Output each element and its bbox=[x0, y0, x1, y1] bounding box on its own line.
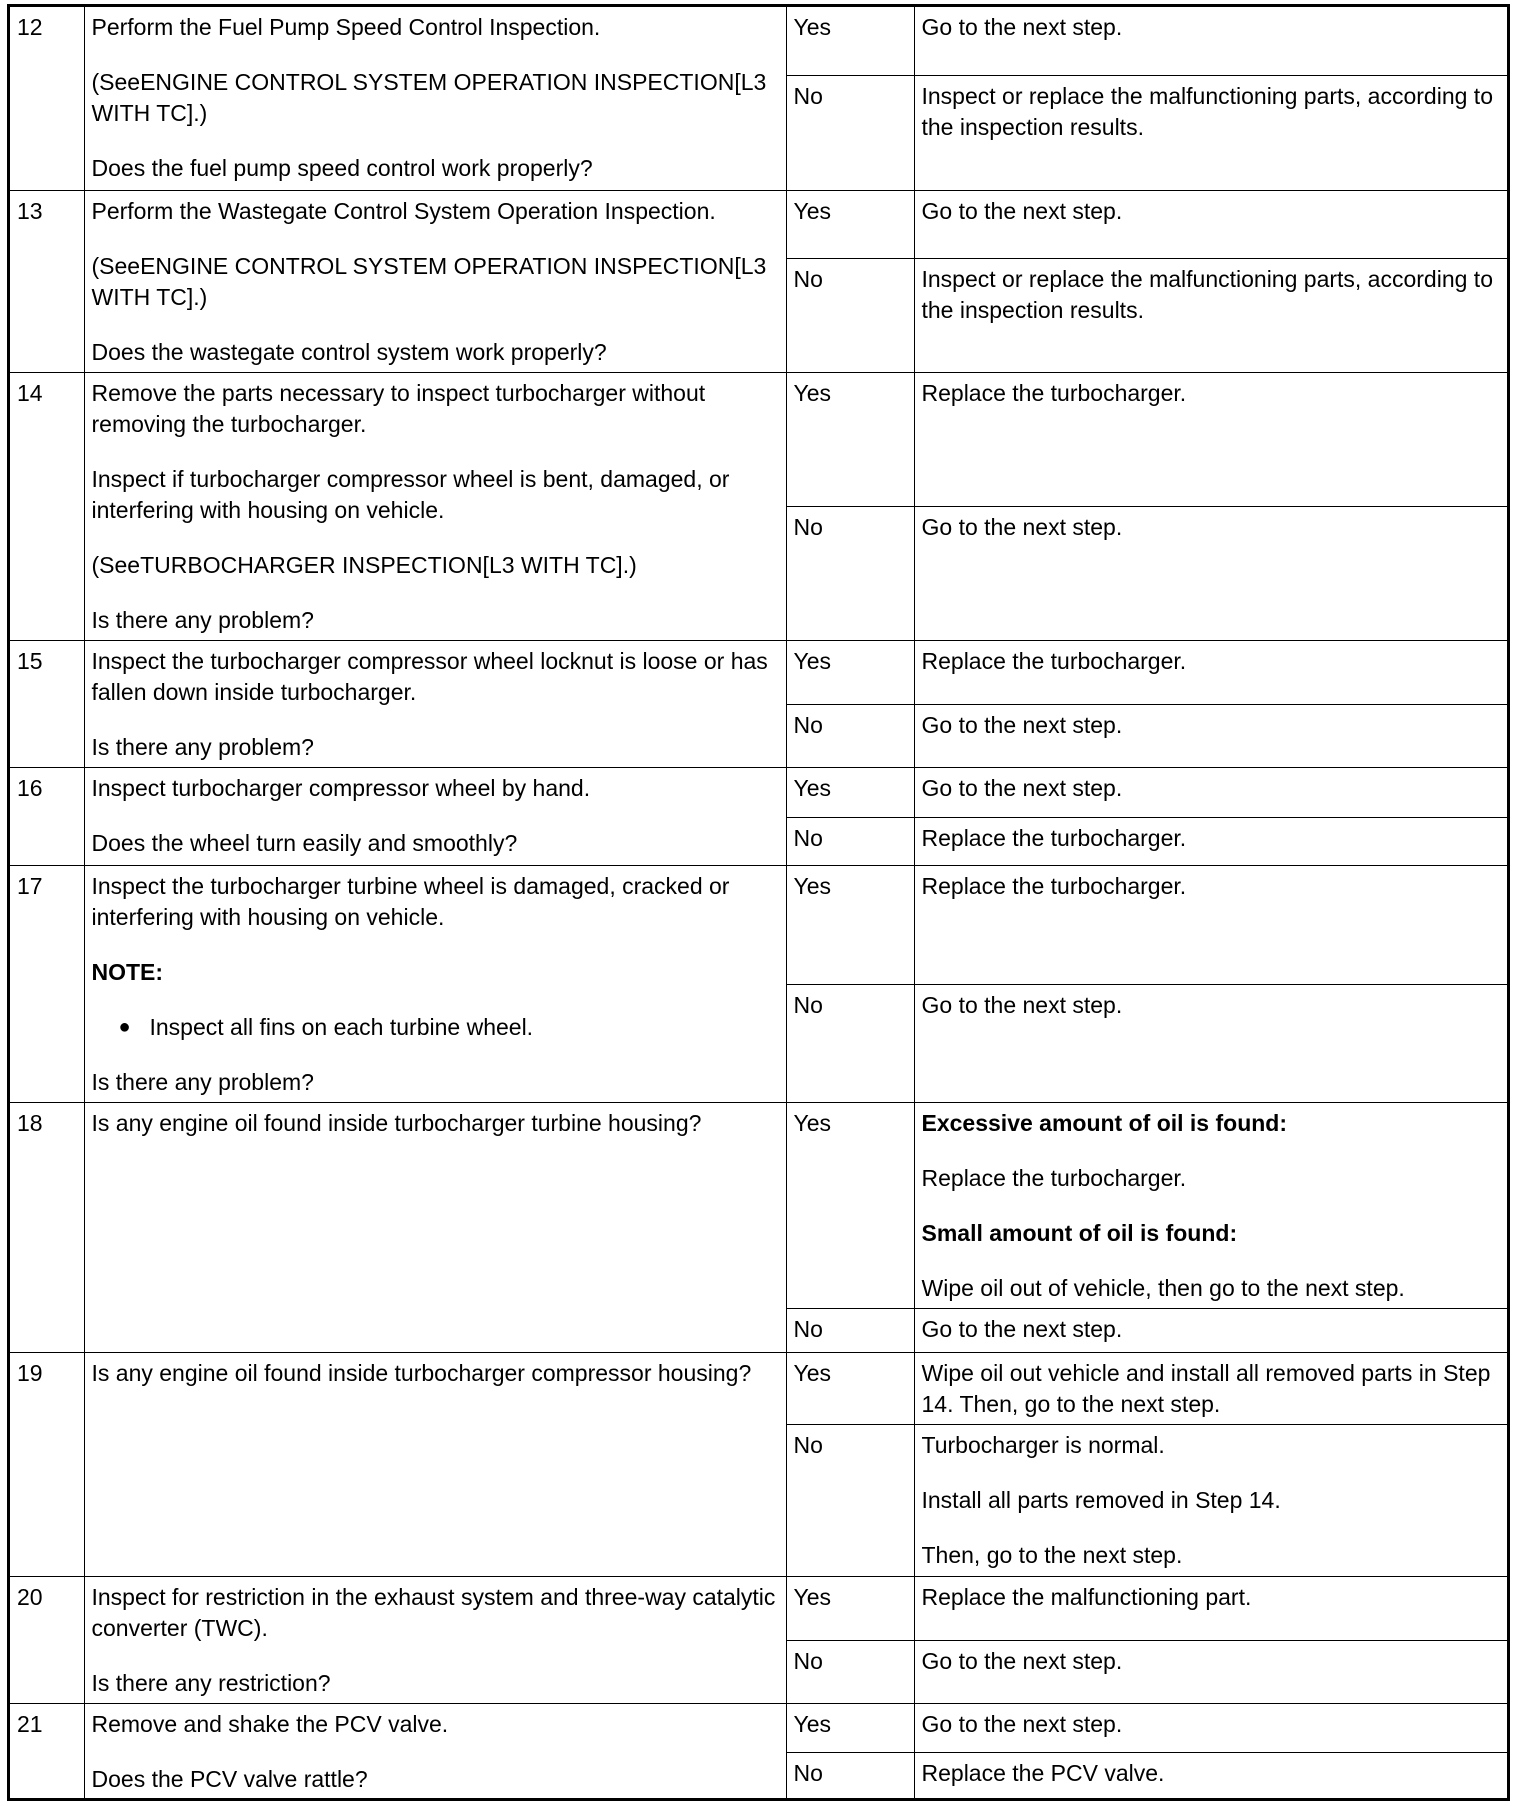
step-number: 14 bbox=[10, 372, 84, 640]
action-text: Replace the turbocharger. bbox=[921, 824, 1187, 851]
inspection-cell bbox=[84, 190, 786, 372]
step-number: 21 bbox=[10, 1703, 84, 1800]
action-cell bbox=[914, 767, 1507, 817]
inspection-text: Is there any problem? bbox=[91, 606, 314, 633]
result-no: No bbox=[786, 984, 914, 1102]
inspection-cell bbox=[84, 372, 786, 640]
action-cell bbox=[914, 7, 1507, 75]
action-cell bbox=[914, 1102, 1507, 1308]
inspection-cell bbox=[84, 1352, 786, 1576]
inspection-text: Is there any problem? bbox=[91, 733, 314, 760]
inspection-text: Is there any problem? bbox=[91, 1068, 314, 1095]
step-number: 20 bbox=[10, 1576, 84, 1703]
action-cell bbox=[914, 817, 1507, 865]
result-yes: Yes bbox=[786, 1703, 914, 1752]
diagnostic-table bbox=[10, 7, 1507, 1801]
table-row bbox=[10, 640, 1507, 704]
result-yes: Yes bbox=[786, 372, 914, 506]
table-row bbox=[10, 372, 1507, 506]
inspection-text: Is any engine oil found inside turbocharger turbine housing? bbox=[91, 1109, 702, 1136]
inspection-text: (SeeENGINE CONTROL SYSTEM OPERATION INSPECTION[L3 WITH TC].) bbox=[91, 69, 767, 126]
action-heading: Small amount of oil is found: bbox=[921, 1219, 1238, 1246]
result-yes: Yes bbox=[786, 190, 914, 258]
result-no: No bbox=[786, 817, 914, 865]
inspection-cell bbox=[84, 1703, 786, 1800]
result-no: No bbox=[786, 1424, 914, 1576]
inspection-text: Inspect the turbocharger turbine wheel is damaged, cracked or interfering with housing on vehicle. bbox=[91, 872, 730, 930]
action-text: Go to the next step. bbox=[921, 14, 1123, 40]
step-number: 13 bbox=[10, 190, 84, 372]
table-row bbox=[10, 1576, 1507, 1640]
action-cell bbox=[914, 75, 1507, 190]
action-heading: Excessive amount of oil is found: bbox=[921, 1109, 1288, 1136]
result-no: No bbox=[786, 1752, 914, 1800]
result-yes: Yes bbox=[786, 1576, 914, 1640]
table-row bbox=[10, 1703, 1507, 1752]
result-no: No bbox=[786, 704, 914, 767]
action-text: Then, go to the next step. bbox=[921, 1541, 1183, 1568]
action-text: Install all parts removed in Step 14. bbox=[921, 1486, 1281, 1513]
action-cell bbox=[914, 190, 1507, 258]
action-text: Go to the next step. bbox=[921, 1647, 1123, 1674]
inspection-cell bbox=[84, 1576, 786, 1703]
inspection-cell bbox=[84, 1102, 786, 1352]
inspection-text: (SeeTURBOCHARGER INSPECTION[L3 WITH TC].) bbox=[91, 551, 637, 578]
action-cell bbox=[914, 1308, 1507, 1352]
action-cell bbox=[914, 704, 1507, 767]
inspection-text: Perform the Fuel Pump Speed Control Inspection. bbox=[91, 14, 601, 40]
inspection-cell bbox=[84, 865, 786, 1102]
result-no: No bbox=[786, 258, 914, 372]
inspection-text: Does the wastegate control system work properly? bbox=[91, 338, 607, 365]
note-label: NOTE: bbox=[91, 958, 164, 985]
action-cell bbox=[914, 1703, 1507, 1752]
action-text: Go to the next step. bbox=[921, 774, 1123, 801]
action-text: Go to the next step. bbox=[921, 1315, 1123, 1342]
step-number: 12 bbox=[10, 7, 84, 190]
action-text: Wipe oil out vehicle and install all removed parts in Step 14. Then, go to the next step. bbox=[921, 1359, 1491, 1417]
inspection-text: Inspect for restriction in the exhaust system and three-way catalytic converter (TWC). bbox=[91, 1583, 776, 1641]
inspection-text: Does the fuel pump speed control work properly? bbox=[91, 155, 593, 181]
action-cell bbox=[914, 372, 1507, 506]
inspection-text: Inspect turbocharger compressor wheel by hand. bbox=[91, 774, 591, 801]
inspection-text: Is any engine oil found inside turbocharger compressor housing? bbox=[91, 1359, 752, 1386]
inspection-text: (SeeENGINE CONTROL SYSTEM OPERATION INSPECTION[L3 WITH TC].) bbox=[91, 252, 767, 310]
step-number: 19 bbox=[10, 1352, 84, 1576]
action-cell bbox=[914, 640, 1507, 704]
action-cell bbox=[914, 1576, 1507, 1640]
action-text: Inspect or replace the malfunctioning parts, according to the inspection results. bbox=[921, 82, 1493, 140]
step-number: 16 bbox=[10, 767, 84, 865]
action-cell bbox=[914, 984, 1507, 1102]
table-row bbox=[10, 767, 1507, 817]
action-text: Replace the turbocharger. bbox=[921, 647, 1187, 674]
action-text: Wipe oil out of vehicle, then go to the next step. bbox=[921, 1274, 1405, 1301]
action-text: Replace the turbocharger. bbox=[921, 379, 1187, 406]
table-row bbox=[10, 1102, 1507, 1308]
inspection-cell bbox=[84, 767, 786, 865]
result-yes: Yes bbox=[786, 7, 914, 75]
action-text: Replace the malfunctioning part. bbox=[921, 1583, 1252, 1610]
inspection-text: Does the wheel turn easily and smoothly? bbox=[91, 829, 518, 856]
action-text: Go to the next step. bbox=[921, 1710, 1123, 1737]
action-cell bbox=[914, 1752, 1507, 1800]
inspection-text: Inspect if turbocharger compressor wheel is bent, damaged, or interfering with housing on vehicle. bbox=[91, 465, 730, 523]
result-no: No bbox=[786, 1308, 914, 1352]
inspection-text: Does the PCV valve rattle? bbox=[91, 1765, 368, 1792]
action-cell bbox=[914, 1640, 1507, 1703]
action-text: Go to the next step. bbox=[921, 513, 1123, 540]
inspection-text: Remove and shake the PCV valve. bbox=[91, 1710, 449, 1737]
result-no: No bbox=[786, 506, 914, 640]
inspection-cell bbox=[84, 7, 786, 190]
result-no: No bbox=[786, 75, 914, 190]
action-text: Go to the next step. bbox=[921, 991, 1123, 1018]
step-number: 18 bbox=[10, 1102, 84, 1352]
result-no: No bbox=[786, 1640, 914, 1703]
result-yes: Yes bbox=[786, 1352, 914, 1424]
inspection-text: Is there any restriction? bbox=[91, 1669, 331, 1696]
step-number: 17 bbox=[10, 865, 84, 1102]
inspection-cell bbox=[84, 640, 786, 767]
action-text: Replace the PCV valve. bbox=[921, 1759, 1165, 1786]
action-text: Turbocharger is normal. bbox=[921, 1431, 1165, 1458]
action-cell bbox=[914, 1424, 1507, 1576]
action-text: Inspect or replace the malfunctioning parts, according to the inspection results. bbox=[921, 265, 1493, 323]
table-row bbox=[10, 190, 1507, 258]
diagnostic-procedure-page bbox=[7, 4, 1510, 1801]
note-list bbox=[92, 1012, 779, 1043]
action-text: Replace the turbocharger. bbox=[921, 1164, 1187, 1191]
inspection-text: Inspect the turbocharger compressor wheel locknut is loose or has fallen down inside turbocharger. bbox=[91, 647, 768, 705]
action-cell bbox=[914, 865, 1507, 984]
table-row bbox=[10, 1352, 1507, 1424]
inspection-text: Remove the parts necessary to inspect turbocharger without removing the turbocharger. bbox=[91, 379, 706, 437]
result-yes: Yes bbox=[786, 865, 914, 984]
table-row bbox=[10, 865, 1507, 984]
result-yes: Yes bbox=[786, 640, 914, 704]
action-text: Replace the turbocharger. bbox=[921, 872, 1187, 899]
table-row bbox=[10, 7, 1507, 75]
result-yes: Yes bbox=[786, 767, 914, 817]
action-cell bbox=[914, 258, 1507, 372]
action-text: Go to the next step. bbox=[921, 711, 1123, 738]
action-cell bbox=[914, 1352, 1507, 1424]
action-cell bbox=[914, 506, 1507, 640]
note-item: ● Inspect all fins on each turbine wheel. bbox=[150, 1012, 779, 1043]
step-number: 15 bbox=[10, 640, 84, 767]
action-text: Go to the next step. bbox=[921, 197, 1123, 224]
result-yes: Yes bbox=[786, 1102, 914, 1308]
inspection-text: Perform the Wastegate Control System Operation Inspection. bbox=[91, 197, 716, 224]
